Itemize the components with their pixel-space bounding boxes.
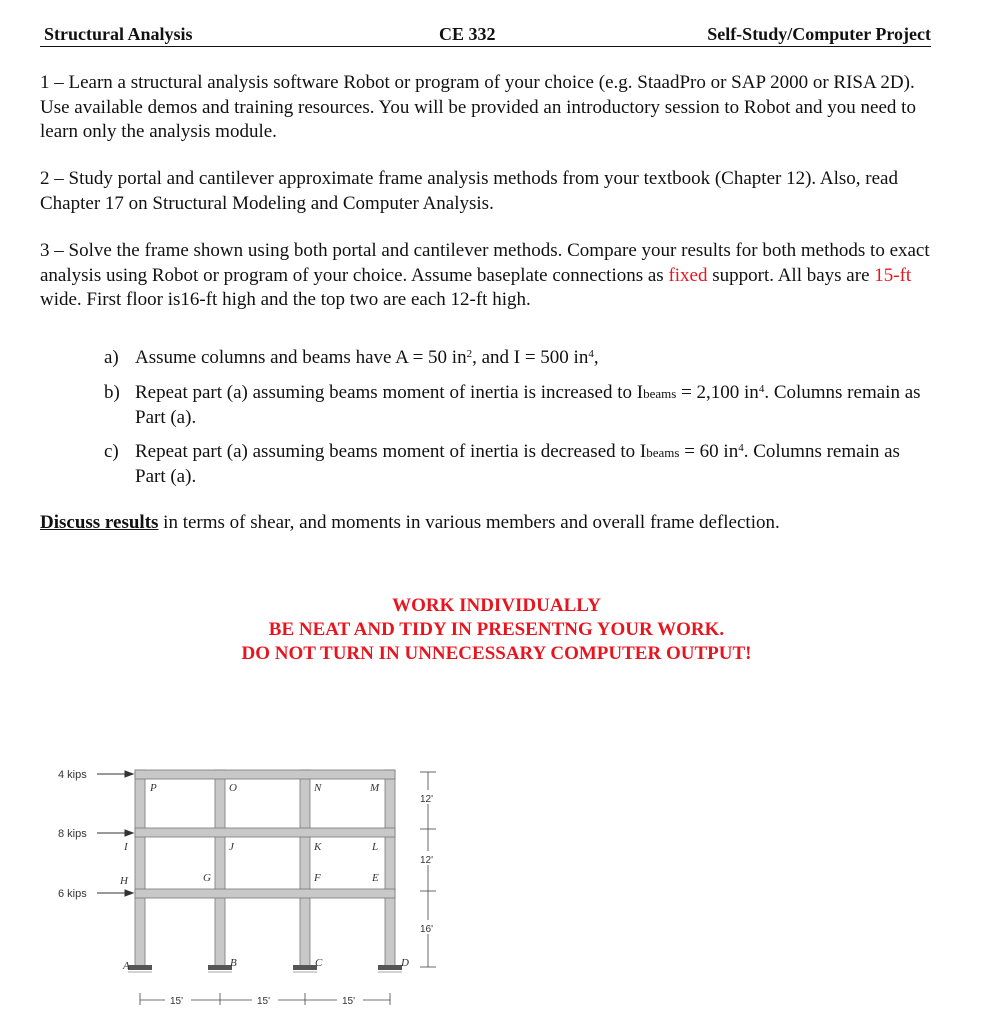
paragraph-1: 1 – Learn a structural analysis software Robot or program of your choice (e.g. StaadPro or SAP 2000 or RISA 2D). Use available demos and training resources. You will be provided an introductory session to Robot and you need to learn only the analysis module. <box>40 72 916 142</box>
support-b <box>208 965 232 970</box>
node-d: D <box>401 957 409 969</box>
column-b <box>215 770 225 967</box>
support-a <box>128 965 152 970</box>
node-m: M <box>370 782 380 794</box>
course-code: CE 332 <box>439 24 496 44</box>
height-label-1: 12' <box>420 794 434 805</box>
support-d <box>378 965 402 970</box>
column-c <box>300 770 310 967</box>
height-label-3: 16' <box>420 924 434 935</box>
node-f: F <box>314 872 321 884</box>
node-b: B <box>230 957 237 969</box>
node-n: N <box>314 782 322 794</box>
item-a-text: Assume columns and beams have A = 50 $in^2$, and I = 500 $in^4$, <box>135 347 599 368</box>
load-label-2: 8 kips <box>58 828 87 840</box>
node-j: J <box>229 841 234 853</box>
item-a-label: a) <box>104 347 119 368</box>
node-i: I <box>124 841 128 853</box>
span-label-3: 15' <box>342 996 356 1007</box>
span-label-2: 15' <box>257 996 271 1007</box>
height-label-2: 12' <box>420 855 434 866</box>
discuss-bold: Discuss results <box>40 512 159 533</box>
node-e: E <box>372 872 379 884</box>
supports <box>128 965 402 970</box>
node-l: L <box>372 841 379 853</box>
beam-third <box>135 828 395 837</box>
course-name: Structural Analysis <box>44 24 193 44</box>
width-highlight: 15-ft <box>874 264 912 286</box>
load-label-1: 4 kips <box>58 769 87 781</box>
beam-roof <box>135 770 395 779</box>
span-label-1: 15' <box>170 996 184 1007</box>
node-o: O <box>229 782 237 794</box>
project-title: Self-Study/Computer Project <box>707 24 931 44</box>
support-c <box>293 965 317 970</box>
frame-members <box>135 770 395 967</box>
column-d <box>385 770 395 967</box>
column-a <box>135 770 145 967</box>
warning-2: BE NEAT AND TIDY IN PRESENTNG YOUR WORK. <box>268 619 725 640</box>
p3-text-b: support. All bays are <box>707 264 875 286</box>
fixed-highlight: fixed <box>668 264 708 286</box>
item-c-text: Repeat part (a) assuming beams moment of inertia is decreased to Ibeams = 60 $in^4$. Columns remain as Part (a). <box>135 441 900 487</box>
warning-3: DO NOT TURN IN UNNECESSARY COMPUTER OUTPUT! <box>241 643 752 664</box>
item-b-text: Repeat part (a) assuming beams moment of inertia is increased to Ibeams = 2,100 $in^4$. Columns remain as Part (a). <box>135 382 921 428</box>
load-label-3: 6 kips <box>58 888 87 900</box>
p3-text-c: wide. First floor is16-ft high and the top two are each 12-ft high. <box>40 289 531 310</box>
node-c: C <box>315 957 323 969</box>
node-a: A <box>123 960 130 972</box>
p3-text-a: 3 – Solve the frame shown using both portal and cantilever methods. Compare your results for both methods to exact analysis using Robot or program of your choice. Assume baseplate connections as <box>40 240 930 286</box>
node-h: H <box>120 875 128 887</box>
node-k: K <box>314 841 322 853</box>
warning-1: WORK INDIVIDUALLY <box>392 595 601 616</box>
item-c-label: c) <box>104 441 119 462</box>
discuss-rest: in terms of shear, and moments in various members and overall frame deflection. <box>158 512 780 533</box>
node-g: G <box>203 872 211 884</box>
paragraph-2: 2 – Study portal and cantilever approximate frame analysis methods from your textbook (Chapter 12). Also, read Chapter 17 on Structural Modeling and Computer Analysis. <box>40 168 898 214</box>
item-b-label: b) <box>104 382 120 403</box>
beam-second <box>135 889 395 898</box>
node-p: P <box>150 782 157 794</box>
